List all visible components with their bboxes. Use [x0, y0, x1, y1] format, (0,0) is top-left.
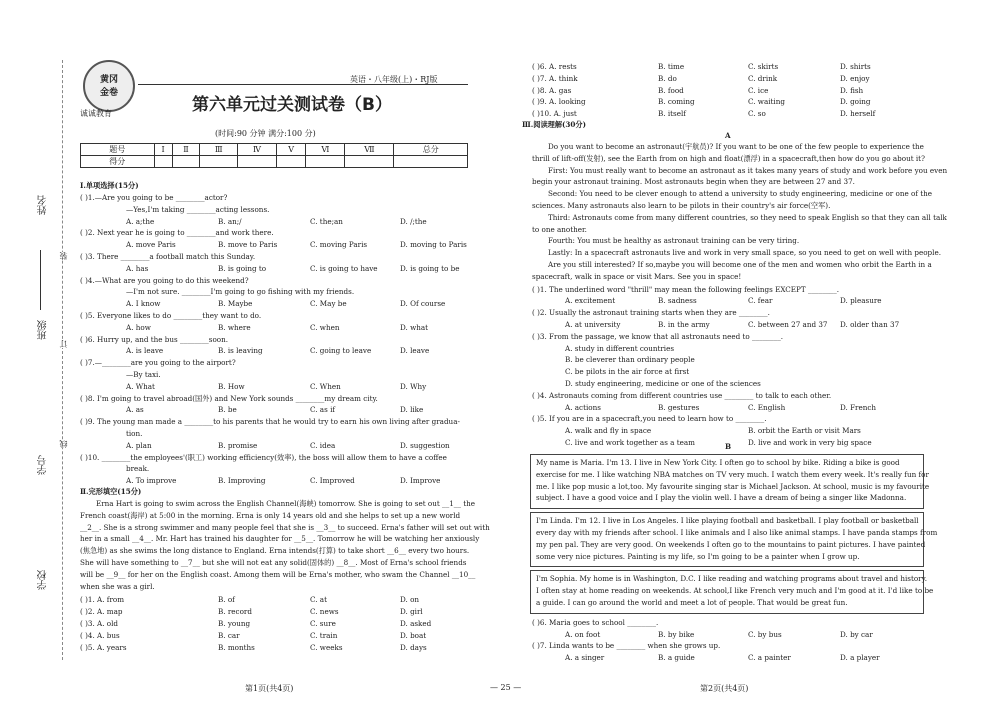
question-text: ( )3. There ________a football match this Sunday. — [80, 252, 256, 261]
question-text: tion. — [126, 429, 143, 438]
question-text: —I'm not sure. ________I'm going to go fishing with my friends. — [126, 287, 355, 297]
answer-option: C. fear — [748, 296, 773, 306]
answer-option: B. promise — [218, 440, 258, 450]
answer-option: B. food — [658, 85, 684, 95]
answer-option: C. English — [748, 402, 786, 412]
passage-line: Are you still interested? If so,maybe you will become one of the men and women who orbit the Earth in a — [548, 260, 932, 269]
answer-option: D. by car — [840, 629, 873, 639]
question-text: ( )5. If you are in a spacecraft,you need to learn how to ________. — [532, 414, 767, 424]
profile-line: me. I like pop music a lot,too. My favourite singing star is Michael Jackson. At school, music is my favourite — [536, 481, 930, 491]
passage-line: Third: Astronauts come from many different countries, so they need to speak English so that they can all talk — [548, 212, 947, 222]
answer-option: C. news — [310, 607, 339, 617]
passage-line: Do you want to become an astronaut(宇航员)? If you want to be one of the few people to experience the — [548, 142, 924, 151]
answer-option: D. fish — [840, 85, 864, 95]
logo-text-1: 黄冈 — [99, 75, 118, 85]
answer-option: B. Improving — [218, 476, 266, 486]
side-number-label: 学号 — [38, 455, 49, 475]
answer-option: A. To improve — [126, 476, 177, 486]
answer-option: D. moving to Paris — [400, 240, 467, 250]
score-cell[interactable] — [345, 156, 394, 168]
score-cell[interactable] — [394, 156, 468, 168]
score-cell[interactable] — [238, 156, 277, 168]
question-text: ( )2. Next year he is going to ________and work there. — [80, 228, 274, 238]
answer-option: D. Of course — [400, 299, 446, 309]
question-text: ( )8. I'm going to travel abroad(国外) and New York sounds ________my dream city. — [80, 393, 378, 403]
answer-option: B. is leaving — [218, 346, 263, 356]
passage-line: spacecraft, walk in space or visit Mars. See you in space! — [532, 271, 742, 281]
passage-line: thrill of lift-off(发射), see the Earth from on high and float(漂浮) in a spacecraft,then how do you go about it? — [532, 153, 925, 163]
passage-line: Lastly: In a spacecraft astronauts live and work in very small space, so you need to get on well with people. — [548, 248, 941, 258]
brand-name: 诚诚教育 — [80, 109, 112, 118]
answer-option: C. at — [310, 595, 327, 605]
answer-option: B. by bike — [658, 629, 695, 639]
answer-option: B. Maybe — [218, 299, 253, 309]
cloze-item: ( )4. A. bus — [80, 630, 120, 640]
profile-line: I'm Sophia. My home is in Washington, D.C. I like reading and watching programs about travel and history. — [536, 574, 928, 584]
answer-option: D. older than 37 — [840, 320, 900, 329]
answer-option: D. is going to be — [400, 263, 460, 273]
answer-option: D. suggestion — [400, 440, 450, 450]
answer-option: C. weeks — [310, 642, 343, 652]
answer-option: B. car — [218, 630, 240, 640]
profile-line: I'm Linda. I'm 12. I live in Los Angeles. I like playing football and basketball. I play football or basketball — [536, 516, 919, 526]
passage-line: Fourth: You must be healthy as astronaut training can be very tiring. — [548, 236, 800, 246]
answer-option: B. an;/ — [218, 216, 242, 226]
score-cell[interactable] — [154, 156, 172, 168]
side-ding: 订 — [59, 340, 68, 348]
question-text: ( )6. Hurry up, and the bus ________soon. — [80, 334, 229, 344]
answer-option: A. study in different countries — [565, 343, 675, 353]
answer-option: C. train — [310, 630, 338, 640]
answer-option: D. what — [400, 322, 429, 332]
question-text: ( )7. Linda wants to be ________ when she grows up. — [532, 641, 721, 651]
answer-option: A. walk and fly in space — [565, 426, 652, 436]
profile-line: a guide. I can go around the world and meet a lot of people. That would be great fun. — [536, 598, 848, 607]
time-score: (时间:90 分钟 满分:100 分) — [215, 129, 316, 138]
answer-option: C. May be — [310, 299, 347, 309]
question-text: —Yes,I'm taking ________acting lessons. — [126, 204, 270, 214]
cloze-item: ( )9. A. looking — [532, 97, 586, 107]
answer-option: C. the;an — [310, 216, 343, 226]
profile-line: my pen pal. They are very good. On weekends I often go to the mountains to paint pictures. I have painted — [536, 539, 926, 549]
question-text: break. — [126, 464, 150, 474]
passage-line: French coast(海岸) at 5:00 in the morning. Erna is only 14 years old and she helps to set up a new world — [80, 510, 461, 520]
answer-option: D. like — [400, 405, 424, 415]
answer-option: D. girl — [400, 607, 423, 617]
answer-option: D. Why — [400, 381, 427, 391]
answer-option: C. skirts — [748, 62, 779, 71]
answer-option: D. study engineering, medicine or one of the sciences — [565, 379, 761, 388]
section-title: Ⅲ.阅读理解(30分) — [522, 120, 586, 129]
cloze-item: ( )1. A. from — [80, 595, 125, 605]
answer-option: D. Improve — [400, 476, 441, 486]
answer-option: B. gestures — [658, 402, 700, 412]
passage-line: her in a small __4__. Mr. Hart has trained his daughter for __5__. Tomorrow he will be watching her anxiously — [80, 534, 480, 544]
answer-option: D. a player — [840, 653, 880, 663]
passage-label: A — [725, 131, 731, 140]
answer-option: C. Improved — [310, 476, 355, 486]
question-text: ( )4.—What are you going to do this weekend? — [80, 275, 249, 285]
answer-option: C. when — [310, 322, 340, 332]
logo-text-2: 金卷 — [99, 88, 118, 98]
passage-line: begin your astronaut training. Most astronauts begin when they are between 27 and 37. — [532, 177, 855, 187]
answer-option: A. as — [126, 405, 144, 415]
passage-line: Erna Hart is going to swim across the English Channel(海峡) tomorrow. She is going to set out __1__ the — [96, 499, 476, 508]
answer-option: C. so — [748, 109, 766, 119]
answer-option: D. on — [400, 595, 420, 605]
answer-option: C. as if — [310, 405, 336, 415]
answer-option: B. be cleverer than ordinary people — [565, 355, 695, 365]
answer-option: C. ice — [748, 85, 769, 95]
side-name-label: 姓名 — [38, 195, 49, 215]
answer-option: B. young — [218, 619, 251, 628]
answer-option: C. When — [310, 381, 341, 391]
answer-option: C. a painter — [748, 653, 791, 663]
binding-line — [62, 60, 63, 660]
cloze-item: ( )6. A. rests — [532, 62, 577, 71]
answer-option: B. is going to — [218, 263, 267, 273]
answer-option: A. actions — [565, 402, 601, 412]
answer-option: B. do — [658, 73, 677, 83]
answer-option: D. asked — [400, 619, 432, 628]
score-head: Ⅱ — [172, 144, 200, 156]
passage-line: sciences. Many astronauts also learn to be pilots in their country's air force(空军). — [532, 201, 831, 210]
cloze-item: ( )8. A. gas — [532, 85, 572, 95]
side-xian: 线 — [59, 440, 68, 448]
answer-option: C. going to leave — [310, 346, 372, 356]
answer-option: B. orbit the Earth or visit Mars — [748, 426, 861, 436]
cloze-item: ( )7. A. think — [532, 73, 578, 83]
score-head: Ⅶ — [345, 144, 394, 156]
passage-line: __2__. She is a strong swimmer and many people feel that she is __3__ to succeed. Erna's father will set out with — [80, 522, 490, 532]
answer-option: A. move Paris — [126, 240, 176, 250]
score-head: Ⅴ — [277, 144, 306, 156]
score-head: 题号 — [81, 144, 155, 156]
answer-option: B. move to Paris — [218, 240, 278, 250]
answer-option: D. /;the — [400, 216, 427, 226]
score-table — [80, 143, 468, 168]
question-text: —By taxi. — [126, 370, 161, 379]
answer-option: D. going — [840, 97, 871, 107]
answer-option: A. excitement — [565, 296, 616, 306]
profile-line: exercise for me. I like watching NBA matches on TV very much. I watch them every week. It's really fun for — [536, 469, 929, 479]
passage-line: will be __9__ for her on the English coast. Among them will be Erna's mother, who swam the Channel __10__ — [80, 569, 476, 579]
answer-option: D. herself — [840, 109, 876, 119]
answer-option: B. time — [658, 62, 685, 71]
question-text: ( )1.—Are you going to be ________actor? — [80, 193, 228, 202]
answer-option: D. live and work in very big space — [748, 438, 872, 447]
answer-option: B. be — [218, 405, 237, 415]
profile-line: My name is Maria. I'm 13. I live in New York City. I often go to school by bike. Riding a bike is good — [536, 458, 900, 467]
answer-option: A. a singer — [565, 653, 605, 663]
answer-option: A. at university — [565, 320, 621, 329]
question-text: ( )10. ________the employees'(职工) working efficiency(效率), the boss will allow them to have a coffee — [80, 452, 447, 462]
answer-option: A. plan — [126, 440, 152, 450]
answer-option: A. on foot — [565, 629, 601, 639]
page-title: 第六单元过关测试卷（B） — [192, 95, 392, 115]
answer-option: C. drink — [748, 73, 778, 83]
answer-option: D. enjoy — [840, 73, 870, 83]
footer-left: 第1页(共4页) — [245, 684, 294, 693]
score-head: 总分 — [394, 144, 468, 156]
passage-line: She will have something to __7__ but she will not eat any solid(固体的) __8__. Most of Erna's school friends — [80, 558, 467, 567]
answer-option: A. What — [126, 381, 155, 391]
footer-right: 第2页(共4页) — [700, 684, 749, 693]
answer-option: C. moving Paris — [310, 240, 368, 250]
answer-option: C. sure — [310, 619, 336, 628]
section-title: Ⅰ.单项选择(15分) — [80, 181, 139, 190]
answer-option: D. leave — [400, 346, 430, 356]
answer-option: B. in the army — [658, 320, 710, 329]
answer-option: B. itself — [658, 109, 686, 119]
answer-option: C. is going to have — [310, 263, 378, 273]
answer-option: D. pleasure — [840, 296, 882, 306]
answer-option: A. has — [126, 263, 149, 273]
question-text: ( )2. Usually the astronaut training starts when they are ________. — [532, 308, 770, 318]
side-school-label: 学校 — [38, 570, 49, 590]
profile-line: I often stay at home reading on weekends. At school,I like French very much and I'm good at it. I'd like to be — [536, 586, 934, 596]
footer-center: — 25 — — [490, 683, 522, 692]
answer-option: C. be pilots in the air force at first — [565, 367, 690, 377]
question-text: ( )9. The young man made a ________to his parents that he would try to earn his own living after gradua- — [80, 417, 460, 427]
answer-option: C. idea — [310, 440, 336, 450]
answer-option: D. shirts — [840, 62, 871, 71]
question-text: ( )5. Everyone likes to do ________they want to do. — [80, 311, 262, 320]
passage-line: (焦急地) as she swims the long distance to England. Erna intends(打算) to take short __6__ every two hours. — [80, 546, 470, 556]
subject-label: 英语・八年级(上)・RJ版 — [350, 75, 438, 84]
passage-label: B — [725, 442, 732, 451]
score-head: Ⅳ — [238, 144, 277, 156]
answer-option: B. coming — [658, 97, 695, 107]
profile-line: every day with my friends after school. I like animals and I also like animal stamps. I have panda stamps from — [536, 528, 938, 537]
cloze-item: ( )2. A. map — [80, 607, 123, 617]
passage-line: when she was a girl. — [80, 581, 155, 591]
cloze-item: ( )5. A. years — [80, 642, 127, 652]
cloze-item: ( )10. A. just — [532, 109, 577, 119]
answer-option: C. between 27 and 37 — [748, 320, 828, 329]
answer-option: B. months — [218, 642, 255, 652]
question-text: ( )3. From the passage, we know that all astronauts need to ________. — [532, 331, 784, 341]
question-text: ( )1. The underlined word "thrill" may mean the following feelings EXCEPT ________. — [532, 284, 840, 294]
score-cell[interactable] — [200, 156, 238, 168]
answer-option: D. French — [840, 402, 877, 412]
answer-option: C. by bus — [748, 629, 782, 639]
profile-line: some very nice pictures. Painting is my life, so I'm going to be a painter when I grow up. — [536, 551, 860, 561]
profile-line: subject. I have a good voice and I play the violin well. I have a dream of being a singer like Madonna. — [536, 493, 907, 503]
answer-option: B. a guide — [658, 653, 695, 663]
passage-line: to one another. — [532, 224, 587, 234]
passage-line: Second: You need to be clever enough to attend a university to study engineering, medicine or one of the — [548, 189, 933, 199]
score-row-label: 得分 — [81, 156, 155, 168]
answer-option: A. is leave — [126, 346, 164, 356]
answer-option: A. how — [126, 322, 151, 332]
answer-option: C. waiting — [748, 97, 785, 107]
section-title: Ⅱ.完形填空(15分) — [80, 487, 142, 496]
answer-option: B. of — [218, 595, 235, 605]
answer-option: B. record — [218, 607, 252, 617]
answer-option: D. days — [400, 642, 427, 652]
answer-option: B. How — [218, 381, 245, 391]
answer-option: B. sadness — [658, 296, 697, 306]
score-head: Ⅰ — [154, 144, 172, 156]
score-cell[interactable] — [172, 156, 200, 168]
question-text: ( )4. Astronauts coming from different countries use ________ to talk to each other. — [532, 390, 832, 400]
score-cell[interactable] — [277, 156, 306, 168]
side-zhuang: 装 — [59, 252, 68, 260]
logo-badge — [83, 60, 135, 112]
answer-option: A. I know — [126, 299, 161, 309]
answer-option: C. live and work together as a team — [565, 438, 695, 447]
score-cell[interactable] — [306, 156, 345, 168]
question-text: ( )7.—________are you going to the airport? — [80, 358, 236, 368]
side-name-line — [40, 250, 41, 310]
answer-option: A. a;the — [126, 216, 155, 226]
cloze-item: ( )3. A. old — [80, 619, 119, 628]
passage-line: First: You must really want to become an astronaut as it takes many years of study and work before you even — [548, 165, 948, 175]
answer-option: D. boat — [400, 630, 427, 640]
question-text: ( )6. Maria goes to school ________. — [532, 617, 659, 627]
score-head: Ⅲ — [200, 144, 238, 156]
side-class-label: 班级 — [38, 320, 49, 340]
answer-option: B. where — [218, 322, 251, 332]
score-head: Ⅵ — [306, 144, 345, 156]
